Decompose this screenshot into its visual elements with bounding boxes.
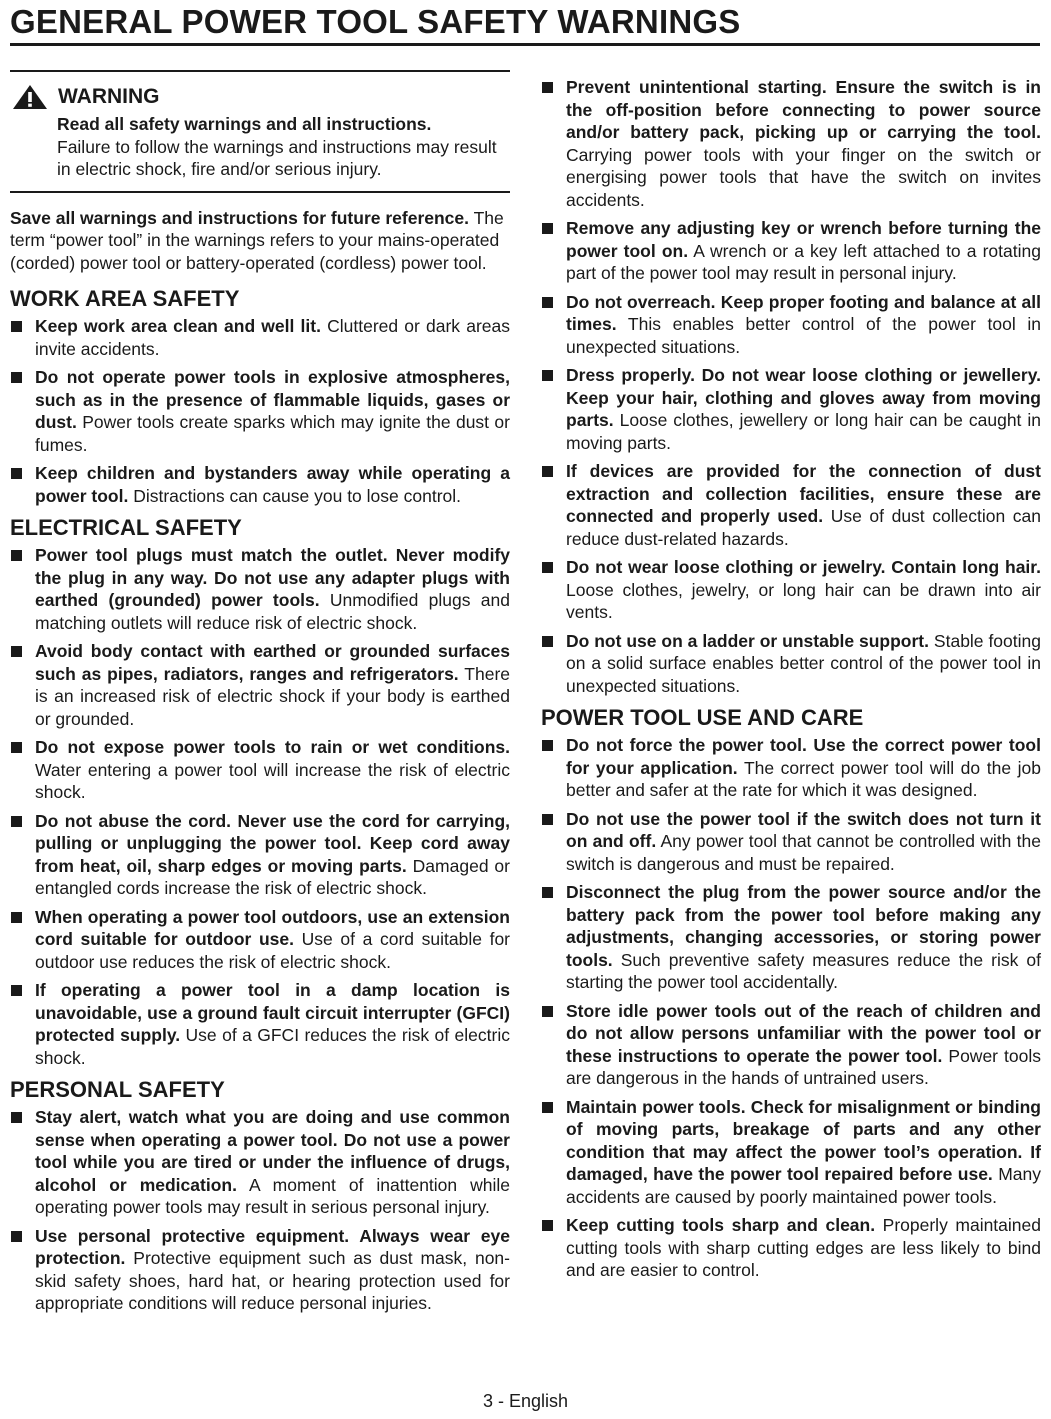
safety-item-bold: Remove any adjusting key or wrench before turning the power tool on. (566, 218, 1041, 261)
safety-item-bold: Avoid body contact with earthed or grounded surfaces such as pipes, radiators, ranges and refrigerators. (35, 641, 510, 684)
safety-item (10, 1106, 510, 1219)
safety-item (541, 76, 1041, 211)
safety-item-text: Properly maintained cutting tools with sharp cutting edges are less likely to bind and are easier to control. (566, 1215, 1041, 1280)
safety-item-bold: Do not use on a ladder or unstable support. (566, 630, 930, 651)
safety-item-text: Loose clothes, jewelry, or long hair can be drawn into air vents. (566, 579, 1041, 622)
safety-item-text: Use of dust collection can reduce dust-related hazards. (566, 506, 1041, 549)
warning-bold-text: Read all safety warnings and all instructions. (57, 114, 432, 134)
safety-item (10, 315, 510, 360)
section-personal-safety-continued (541, 76, 1041, 697)
safety-item (10, 462, 510, 507)
safety-item-text: Stable footing on a solid surface enables better control of the power tool in unexpected situations. (566, 630, 1041, 696)
safety-item (541, 881, 1041, 994)
safety-item-bold: Store idle power tools out of the reach of children and do not allow persons unfamiliar with the power tool or these instructions to operate the power tool. (566, 1000, 1041, 1066)
safety-item-bold: Keep children and bystanders away while operating a power tool. (35, 463, 510, 506)
safety-item (541, 1000, 1041, 1090)
safety-item-text: This enables better control of the power tool in unexpected situations. (566, 314, 1042, 357)
safety-item (10, 640, 510, 730)
safety-item-bold: Maintain power tools. Check for misalignment or binding of moving parts, breakage of parts and any other condition that may affect the power tool’s operation. If damaged, have the power tool repaired before use. (566, 1096, 1041, 1184)
safety-item (541, 217, 1041, 285)
section-work-area-safety (10, 286, 510, 507)
left-sections (10, 286, 510, 1315)
safety-item (10, 810, 510, 900)
left-column (10, 70, 510, 1321)
safety-item-bold: Keep cutting tools sharp and clean. (566, 1215, 876, 1235)
safety-item-bold: Do not expose power tools to rain or wet conditions. (35, 737, 510, 757)
safety-item-bold: Do not force the power tool. Use the correct power tool for your application. (566, 735, 1041, 778)
warning-label: WARNING (58, 85, 160, 108)
safety-item-text: Use of a GFCI reduces the risk of electric shock. (35, 1025, 510, 1068)
safety-item (541, 1214, 1041, 1282)
section-heading: ELECTRICAL SAFETY (10, 515, 242, 540)
safety-item-bold: Do not operate power tools in explosive atmospheres, such as in the presence of flammable liquids, gases or dust. (35, 367, 510, 432)
title-divider (10, 43, 1040, 46)
page-title: GENERAL POWER TOOL SAFETY WARNINGS (10, 3, 741, 40)
safety-item-text: Cluttered or dark areas invite accidents. (35, 316, 510, 359)
safety-item (541, 291, 1041, 359)
safety-item-bold: Use personal protective equipment. Always wear eye protection. (35, 1225, 510, 1268)
safety-item (541, 364, 1041, 454)
safety-item-text: A wrench or a key left attached to a rotating part of the power tool may result in personal injury. (566, 240, 1041, 283)
safety-list (541, 734, 1041, 1282)
safety-list (541, 76, 1041, 697)
warning-header (10, 84, 510, 110)
safety-item-bold: If devices are provided for the connection of dust extraction and collection facilities, ensure these are connected and properly used. (566, 461, 1041, 526)
right-column (541, 76, 1041, 1288)
section-electrical-safety (10, 515, 510, 1069)
safety-item (10, 906, 510, 974)
save-notice-text: The term “power tool” in the warnings refers to your mains-operated (corded) power tool or battery-operated (cordless) power tool. (10, 207, 504, 273)
section-heading: POWER TOOL USE AND CARE (541, 705, 864, 730)
safety-item-text: The correct power tool will do the job better and safer at the rate for which it was designed. (566, 757, 1042, 800)
safety-item (10, 366, 510, 456)
safety-item-text: Use of a cord suitable for outdoor use reduces the risk of electric shock. (35, 929, 511, 972)
safety-item-bold: If operating a power tool in a damp location is unavoidable, use a ground fault circuit interrupter (GFCI) protected supply. (35, 980, 510, 1045)
safety-item-bold: Stay alert, watch what you are doing and use common sense when operating a power tool. Do not use a power tool while you are tired or under the influence of drugs, alcohol or medication. (35, 1107, 510, 1195)
safety-item-text: Damaged or entangled cords increase the risk of electric shock. (35, 855, 510, 898)
safety-list (10, 315, 510, 507)
safety-item-text: Many accidents are caused by poorly maintained power tools. (566, 1164, 1041, 1207)
safety-item-text: Distractions can cause you to lose control. (133, 485, 462, 506)
safety-item-bold: Disconnect the plug from the power source and/or the battery pack from the power tool before making any adjustments, changing accessories, or storing power tools. (566, 882, 1041, 970)
safety-list (10, 1106, 510, 1315)
section-personal-safety (10, 1077, 510, 1315)
safety-item-text: A moment of inattention while operating power tools may result in serious personal injury. (35, 1174, 510, 1217)
safety-item-text: Such preventive safety measures reduce the risk of starting the power tool accidentally. (566, 949, 1041, 992)
save-notice (10, 207, 510, 275)
safety-item (10, 736, 510, 804)
save-notice-bold: Save all warnings and instructions for future reference. (10, 207, 470, 228)
safety-item-bold: Do not wear loose clothing or jewelry. Contain long hair. (566, 557, 1041, 577)
safety-item-bold: Power tool plugs must match the outlet. Never modify the plug in any way. Do not use any adapter plugs with earthed (grounded) power tools. (35, 545, 510, 610)
warning-triangle-icon (12, 84, 48, 110)
safety-item (10, 1225, 510, 1315)
safety-item-bold: Dress properly. Do not wear loose clothing or jewellery. Keep your hair, clothing and gloves away from moving parts. (566, 365, 1041, 430)
right-sections (541, 76, 1041, 1282)
safety-item-text: Water entering a power tool will increase the risk of electric shock. (35, 759, 510, 802)
safety-item (541, 556, 1041, 624)
safety-item (541, 460, 1041, 550)
safety-item-text: Protective equipment such as dust mask, non-skid safety shoes, hard hat, or hearing protection used for appropriate conditions will reduce personal injuries. (35, 1248, 510, 1313)
safety-item-text: Any power tool that cannot be controlled with the switch is dangerous and must be repaired. (566, 831, 1041, 874)
safety-item-bold: Do not use the power tool if the switch does not turn it on and off. (566, 808, 1041, 851)
section-heading: WORK AREA SAFETY (10, 286, 240, 311)
safety-item-text: Loose clothes, jewellery or long hair can be caught in moving parts. (566, 410, 1041, 453)
safety-item (541, 734, 1041, 802)
safety-item-text: Unmodified plugs and matching outlets will reduce risk of electric shock. (35, 590, 510, 633)
safety-item (541, 630, 1041, 698)
safety-item (10, 979, 510, 1069)
safety-item (10, 544, 510, 634)
safety-item-text: Power tools are dangerous in the hands of untrained users. (566, 1045, 1041, 1088)
safety-item-bold: Prevent unintentional starting. Ensure the switch is in the off-position before connecting to power source and/or battery pack, picking up or carrying the tool. (566, 77, 1041, 142)
safety-item (541, 808, 1041, 876)
safety-item-text: Carrying power tools with your finger on the switch or energising power tools that have the switch on invites accidents. (566, 144, 1041, 210)
safety-item (541, 1096, 1041, 1209)
warning-text: Failure to follow the warnings and instructions may result in electric shock, fire and/or serious injury. (57, 136, 497, 179)
safety-item-bold: Keep work area clean and well lit. (35, 316, 321, 336)
safety-list (10, 544, 510, 1069)
warning-body (10, 113, 510, 181)
safety-item-text: Power tools create sparks which may ignite the dust or fumes. (35, 412, 510, 455)
safety-item-bold: When operating a power tool outdoors, use an extension cord suitable for outdoor use. (35, 906, 510, 949)
warning-box (10, 70, 510, 193)
section-power-tool-use-and-care (541, 705, 1041, 1282)
safety-item-bold: Do not abuse the cord. Never use the cord for carrying, pulling or unplugging the power tool. Keep cord away from heat, oil, sharp edges or moving parts. (35, 810, 510, 876)
safety-item-text: There is an increased risk of electric shock if your body is earthed or grounded. (35, 663, 511, 729)
page-footer: 3 - English (482, 1391, 569, 1411)
safety-item-bold: Do not overreach. Keep proper footing and balance at all times. (566, 291, 1041, 334)
section-heading: PERSONAL SAFETY (10, 1077, 225, 1102)
